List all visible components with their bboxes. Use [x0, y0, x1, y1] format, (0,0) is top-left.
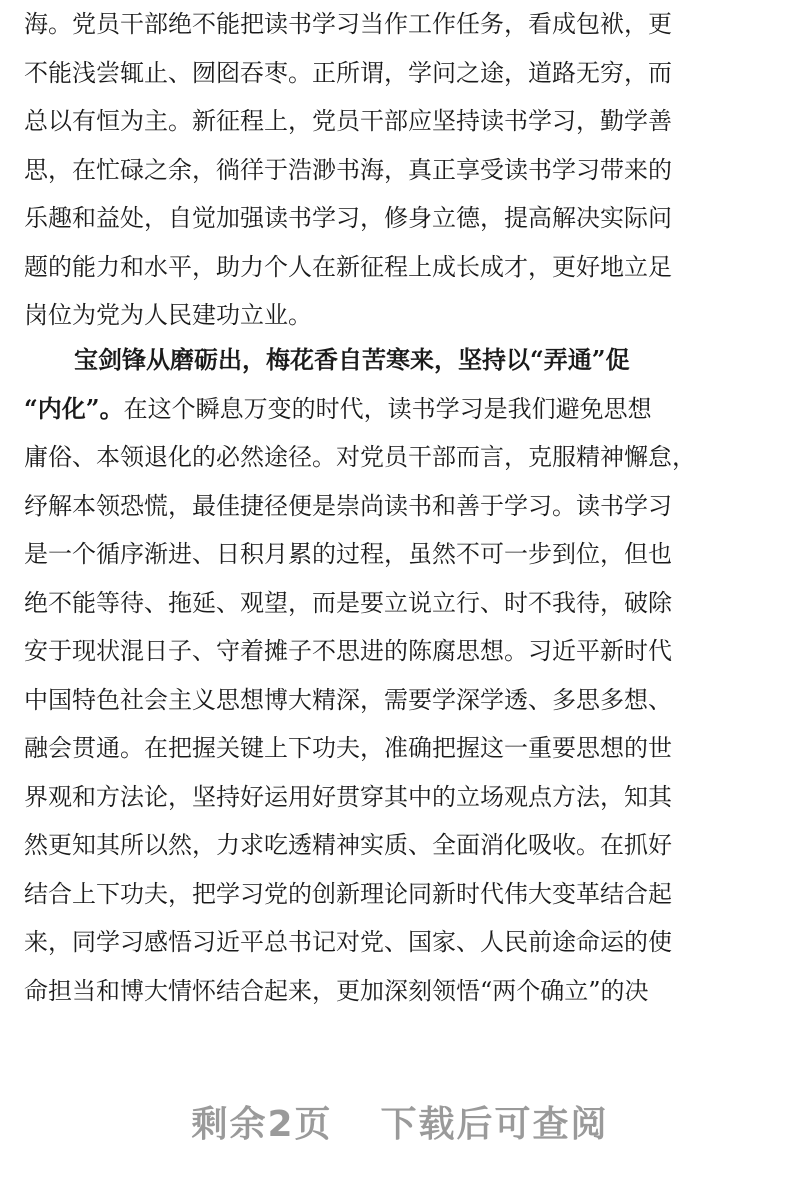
paragraph-line: 总以有恒为主。新征程上，党员干部应坚持读书学习，勤学善 — [24, 107, 672, 135]
paragraph-line: 题的能力和水平，助力个人在新征程上成长成才，更好地立足 — [24, 252, 672, 281]
paragraph-2 — [24, 336, 776, 1015]
section-heading: 宝剑锋从磨砺出，梅花香自苦寒来，坚持以“弄通”促 — [74, 345, 630, 374]
paragraph-line: 是一个循序渐进、日积月累的过程，虽然不可一步到位，但也 — [24, 540, 672, 568]
download-prompt[interactable] — [0, 1096, 800, 1147]
section-heading-continuation — [24, 385, 776, 434]
remaining-pages-label: 剩余2页 — [191, 1104, 333, 1145]
paragraph-line: 庸俗、本领退化的必然途径。对党员干部而言，克服精神懈怠， — [24, 443, 696, 471]
paragraph-line: 不能浅尝辄止、囫囵吞枣。正所谓，学问之途，道路无穷，而 — [24, 58, 672, 87]
paragraph-line: 界观和方法论，坚持好运用好贯穿其中的立场观点方法，知其 — [24, 782, 672, 811]
paragraph-line: 结合上下功夫，把学习党的创新理论同新时代伟大变革结合起 — [24, 879, 672, 908]
paragraph-line: 思，在忙碌之余，徜徉于浩渺书海，真正享受读书学习带来的 — [24, 155, 672, 184]
paragraph-line: 然更知其所以然，力求吃透精神实质、全面消化吸收。在抓好 — [24, 831, 672, 859]
paragraph-line: 海。党员干部绝不能把读书学习当作工作任务，看成包袱，更 — [24, 10, 672, 38]
section-heading-tail: “内化”。 — [24, 393, 124, 423]
paragraph-1 — [24, 0, 776, 340]
paragraph-line: 乐趣和益处，自觉加强读书学习，修身立德，提高解决实际问 — [24, 204, 672, 232]
paragraph-line: 绝不能等待、拖延、观望，而是要立说立行、时不我待，破除 — [24, 588, 672, 617]
paragraph-line: 命担当和博大情怀结合起来，更加深刻领悟“两个确立”的决 — [24, 976, 649, 1005]
paragraph-line: 融会贯通。在把握关键上下功夫，准确把握这一重要思想的世 — [24, 734, 672, 762]
download-hint-label: 下载后可查阅 — [380, 1104, 609, 1145]
paragraph-line: 岗位为党为人民建功立业。 — [24, 301, 312, 329]
paragraph-line: 安于现状混日子、守着摊子不思进的陈腐思想。习近平新时代 — [24, 637, 672, 665]
paragraph-line: 来，同学习感悟习近平总书记对党、国家、人民前途命运的使 — [24, 928, 672, 956]
paragraph-line-start: 在这个瞬息万变的时代，读书学习是我们避免思想 — [123, 394, 652, 423]
paragraph-line: 纾解本领恐慌，最佳捷径便是崇尚读书和善于学习。读书学习 — [24, 491, 672, 520]
paragraph-line: 中国特色社会主义思想博大精深，需要学深学透、多思多想、 — [24, 685, 672, 714]
